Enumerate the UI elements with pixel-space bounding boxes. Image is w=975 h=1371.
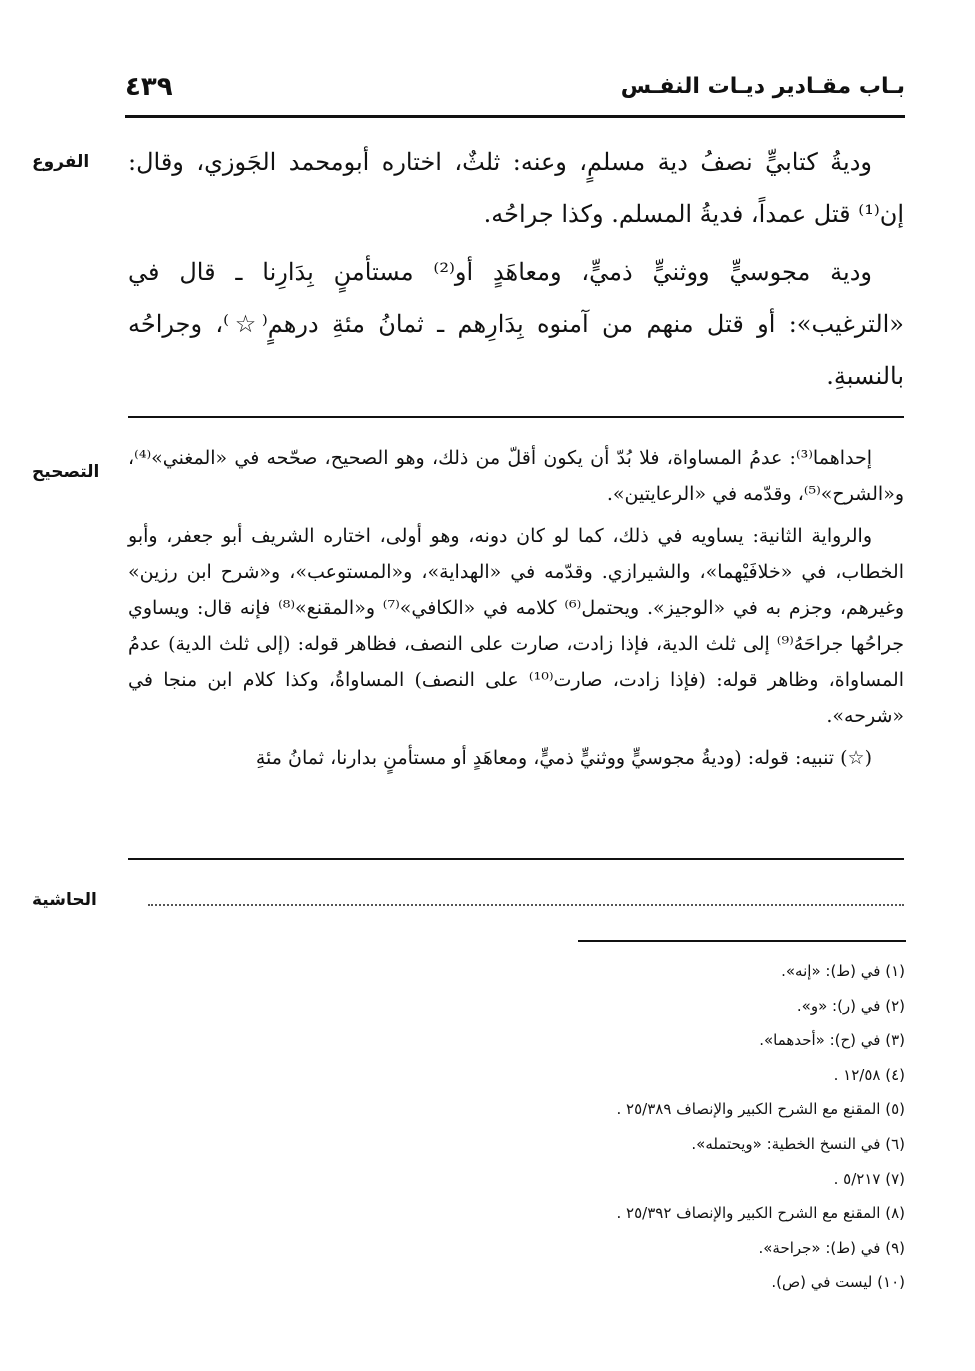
footnote: (٧) ٥/٢١٧ .	[833, 1169, 905, 1188]
footnote: (٣) في (ح): «أحدهما».	[759, 1031, 905, 1050]
tashih-paragraph-3: (☆) تنبيه: قوله: (وديةُ مجوسيٍّ ووثنيٍّ ذميٍّ، ومعاهَدٍ أو مستأمنٍ بدارنا، ثمانُ مئةِ	[255, 747, 872, 769]
footnote: (١) في (ط): «إنه».	[781, 962, 905, 980]
footnote: (٤) ١٢/٥٨ .	[833, 1065, 905, 1084]
page-number: ٤٣٩	[125, 72, 173, 102]
section-divider-lower	[128, 858, 904, 860]
footnote: (٢) في (ر): «و».	[796, 996, 905, 1015]
section-divider	[128, 416, 904, 418]
tashih-paragraph-2: والرواية الثانية: يساويه في ذلك، كما لو كان دونه، وهو أولى، اختاره الشريف أبو جعفر، وأبو الخطاب، في «خلافَيْهما»، والشيرازي. وقدّمه في «الهداية»، و«المستوعب»، و«شرح ابن رزين» وغيرهم، وجزم به في «الوجيز». ويحتمل⁽⁶⁾ كلامه في «الكافي»⁽⁷⁾ و«المقنع»⁽⁸⁾ فإنه قال: ويساوي جراحُها جراحَهُ⁽⁹⁾ إلى ثلث الدية، فإذا زادت، صارت على النصف، فظاهر قوله: (إلى ثلث الدية) عدمُ المساواة، وظاهر قوله: (فإذا زادت، صارت⁽¹⁰⁾ على النصف) المساواةُ، وكذا كلام ابن منجا في «شرحه».	[128, 525, 904, 727]
tashih-paragraph-1: إحداهما⁽³⁾: عدمُ المساواة، فلا بُدّ أن يكون أقلّ من ذلك، وهو الصحيح، صحّحه في «المغني»⁽⁴⁾، و«الشرح»⁽⁵⁾، وقدّمه في «الرعايتين».	[128, 447, 904, 505]
running-title: بـاب مقـادير ديـات النفـس	[620, 74, 905, 99]
header-rule	[125, 115, 905, 118]
footnotes-rule	[578, 940, 906, 942]
furu-paragraph-1: وديةُ كتابيٍّ نصفُ دية مسلمٍ، وعنه: ثلثٌ، اختاره أبومحمد الجَوزي، وقال: إن⁽¹⁾ قتل عمداً، فديةُ المسلم. وكذا جراحُه.	[128, 148, 904, 228]
footnote: (٦) في النسخ الخطية: «ويحتمله».	[691, 1134, 905, 1153]
furu-paragraph-2: ودية مجوسيٍّ ووثنيٍّ ذميٍّ، ومعاهَدٍ أو⁽²⁾ مستأمنٍ بِدَارِنا ـ قال في «الترغيب»: أو قتل منهم من آمنوه بِدَارِهم ـ ثمانُ مئةِ درهمٍ⁽☆⁾، وجراحُه بالنسبةِ.	[128, 258, 904, 390]
footnote: (٨) المقنع مع الشرح الكبير والإنصاف ٢٥/٣٩٢ .	[616, 1204, 905, 1223]
footnotes-list	[205, 954, 905, 1300]
page-header	[125, 72, 905, 112]
section-label-tashih: التصحيح	[32, 462, 100, 482]
tashih-section	[128, 440, 904, 776]
footnote: (٩) في (ط): «جراحة».	[758, 1238, 905, 1257]
section-label-hashiya: الحاشية	[32, 890, 97, 910]
footnote: (٥) المقنع مع الشرح الكبير والإنصاف ٢٥/٣٨٩ .	[616, 1100, 905, 1119]
section-label-furu: الفروع	[32, 152, 90, 172]
furu-section	[128, 136, 904, 402]
footnote: (١٠) ليست في (ص).	[771, 1273, 905, 1292]
hashiya-dotted-line	[148, 904, 904, 906]
